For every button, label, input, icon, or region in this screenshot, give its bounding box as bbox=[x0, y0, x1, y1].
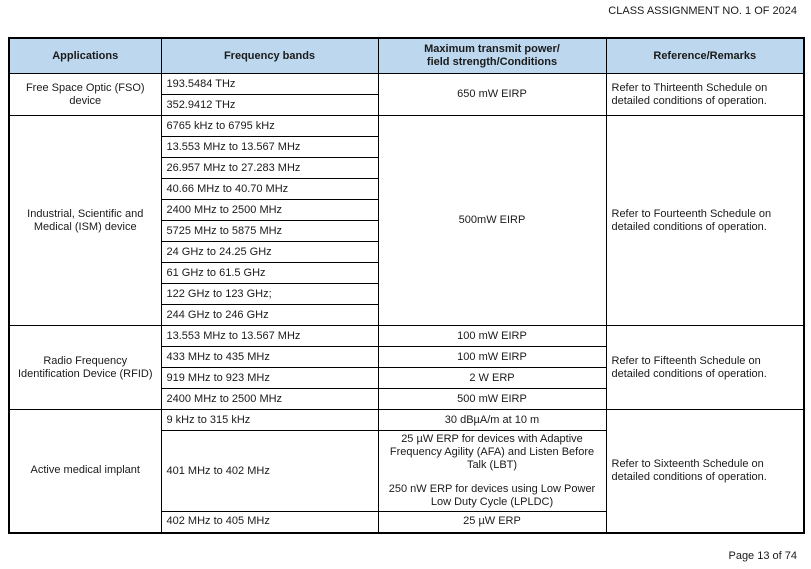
table-header-row bbox=[9, 38, 804, 74]
remarks-cell: Refer to Fifteenth Schedule on detailed conditions of operation. bbox=[606, 326, 804, 410]
power-text: 25 µW ERP bbox=[463, 515, 521, 528]
frequency-cell: 2400 MHz to 2500 MHz bbox=[161, 200, 378, 221]
frequency-cell: 9 kHz to 315 kHz bbox=[161, 410, 378, 431]
power-cell bbox=[378, 431, 606, 512]
frequency-cell: 40.66 MHz to 40.70 MHz bbox=[161, 179, 378, 200]
document-title: CLASS ASSIGNMENT NO. 1 OF 2024 bbox=[608, 5, 797, 17]
power-cell bbox=[378, 326, 606, 347]
column-header-frequency-bands: Frequency bands bbox=[161, 38, 378, 74]
frequency-cell: 26.957 MHz to 27.283 MHz bbox=[161, 158, 378, 179]
application-cell: Industrial, Scientific and Medical (ISM) device bbox=[9, 116, 161, 326]
power-cell bbox=[378, 389, 606, 410]
table-body bbox=[9, 74, 804, 533]
remarks-cell: Refer to Fourteenth Schedule on detailed conditions of operation. bbox=[606, 116, 804, 326]
power-cell bbox=[378, 116, 606, 326]
power-text: 100 mW EIRP bbox=[457, 329, 527, 342]
application-cell: Active medical implant bbox=[9, 410, 161, 533]
frequency-cell: 402 MHz to 405 MHz bbox=[161, 512, 378, 533]
frequency-cell: 433 MHz to 435 MHz bbox=[161, 347, 378, 368]
power-text: 25 µW ERP for devices with Adaptive Frequency Agility (AFA) and Listen Before Talk (LBT) bbox=[389, 433, 595, 471]
power-text: 500 mW EIRP bbox=[457, 392, 527, 405]
column-header-max-power bbox=[378, 38, 606, 74]
column-header-max-power-line1: Maximum transmit power/ bbox=[424, 43, 560, 55]
table-row bbox=[9, 74, 804, 95]
spectrum-table bbox=[8, 37, 805, 534]
frequency-cell: 5725 MHz to 5875 MHz bbox=[161, 221, 378, 242]
table-row bbox=[9, 116, 804, 137]
power-cell bbox=[378, 512, 606, 533]
frequency-cell: 401 MHz to 402 MHz bbox=[161, 431, 378, 512]
column-header-applications: Applications bbox=[9, 38, 161, 74]
power-text: 30 dBµA/m at 10 m bbox=[444, 413, 540, 426]
power-cell bbox=[378, 347, 606, 368]
column-header-remarks: Reference/Remarks bbox=[606, 38, 804, 74]
power-text: 500mW EIRP bbox=[458, 214, 526, 226]
frequency-cell: 2400 MHz to 2500 MHz bbox=[161, 389, 378, 410]
page-number: Page 13 of 74 bbox=[728, 550, 797, 562]
frequency-cell: 122 GHz to 123 GHz; bbox=[161, 284, 378, 305]
frequency-cell: 193.5484 THz bbox=[161, 74, 378, 95]
frequency-cell: 6765 kHz to 6795 kHz bbox=[161, 116, 378, 137]
table-row bbox=[9, 326, 804, 347]
table-row bbox=[9, 410, 804, 431]
frequency-cell: 61 GHz to 61.5 GHz bbox=[161, 263, 378, 284]
power-text: 2 W ERP bbox=[469, 371, 515, 384]
frequency-cell: 13.553 MHz to 13.567 MHz bbox=[161, 326, 378, 347]
frequency-cell: 919 MHz to 923 MHz bbox=[161, 368, 378, 389]
frequency-cell: 244 GHz to 246 GHz bbox=[161, 305, 378, 326]
power-text: 650 mW EIRP bbox=[457, 88, 527, 100]
application-cell: Free Space Optic (FSO) device bbox=[9, 74, 161, 116]
power-text: 250 nW ERP for devices using Low Power Low Duty Cycle (LPLDC) bbox=[388, 483, 596, 508]
remarks-cell: Refer to Thirteenth Schedule on detailed conditions of operation. bbox=[606, 74, 804, 116]
remarks-cell: Refer to Sixteenth Schedule on detailed conditions of operation. bbox=[606, 410, 804, 533]
power-cell bbox=[378, 74, 606, 116]
power-text: 100 mW EIRP bbox=[457, 350, 527, 363]
frequency-cell: 24 GHz to 24.25 GHz bbox=[161, 242, 378, 263]
power-cell bbox=[378, 368, 606, 389]
power-cell bbox=[378, 410, 606, 431]
application-cell: Radio Frequency Identification Device (RFID) bbox=[9, 326, 161, 410]
column-header-max-power-line2: field strength/Conditions bbox=[426, 56, 558, 68]
frequency-cell: 352.9412 THz bbox=[161, 95, 378, 116]
frequency-cell: 13.553 MHz to 13.567 MHz bbox=[161, 137, 378, 158]
